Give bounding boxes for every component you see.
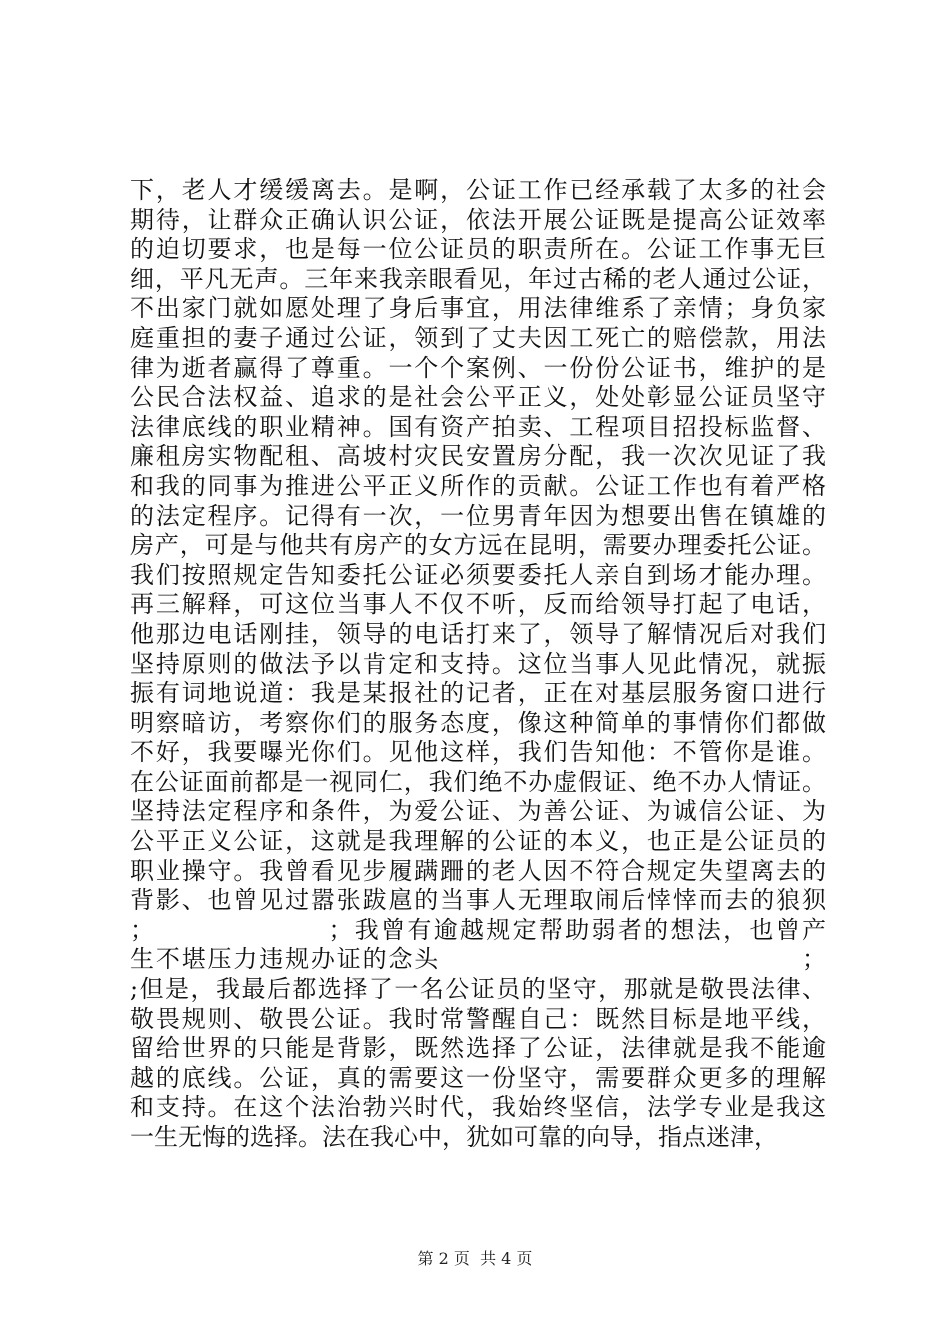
text-line: 的法定程序。记得有一次，一位男青年因为想要出售在镇雄的 bbox=[130, 501, 826, 530]
body-text bbox=[130, 176, 826, 1153]
text-line: 明察暗访，考察你们的服务态度，像这种简单的事情你们都做 bbox=[130, 708, 826, 737]
text-line: 留给世界的只能是背影，既然选择了公证，法律就是我不能逾 bbox=[130, 1034, 826, 1063]
text-line: 不出家门就如愿处理了身后事宜，用法律维系了亲情；身负家 bbox=[130, 294, 826, 323]
text-line: 他那边电话刚挂，领导的电话打来了，领导了解情况后对我们 bbox=[130, 619, 826, 648]
text-line: 敬畏规则、敬畏公证。我时常警醒自己：既然目标是地平线， bbox=[130, 1004, 826, 1033]
text-line: 的迫切要求，也是每一位公证员的职责所在。公证工作事无巨 bbox=[130, 235, 826, 264]
text-line: ;但是，我最后都选择了一名公证员的坚守，那就是敬畏法律、 bbox=[130, 975, 826, 1004]
text-line: 坚持法定程序和条件，为爱公证、为善公证、为诚信公证、为 bbox=[130, 797, 826, 826]
text-line: 公民合法权益、追求的是社会公平正义，处处彰显公证员坚守 bbox=[130, 383, 826, 412]
text-line: 庭重担的妻子通过公证，领到了丈夫因工死亡的赔偿款，用法 bbox=[130, 323, 826, 352]
text-line: 背影、也曾见过嚣张跋扈的当事人无理取闹后悻悻而去的狼狈 bbox=[130, 886, 826, 915]
text-line: 越的底线。公证，真的需要这一份坚守，需要群众更多的理解 bbox=[130, 1063, 826, 1092]
text-line: 廉租房实物配租、高坡村灾民安置房分配，我一次次见证了我 bbox=[130, 442, 826, 471]
text-line: 振有词地说道：我是某报社的记者，正在对基层服务窗口进行 bbox=[130, 679, 826, 708]
text-line: 法律底线的职业精神。国有资产拍卖、工程项目招投标监督、 bbox=[130, 412, 826, 441]
text-line: 公平正义公证，这就是我理解的公证的本义，也正是公证员的 bbox=[130, 827, 826, 856]
text-line: 坚持原则的做法予以肯定和支持。这位当事人见此情况，就振 bbox=[130, 649, 826, 678]
page-footer: 第 2 页 共 4 页 bbox=[417, 1249, 533, 1268]
text-line: 不好，我要曝光你们。见他这样，我们告知他：不管你是谁。 bbox=[130, 738, 826, 767]
text-line: 期待，让群众正确认识公证，依法开展公证既是提高公证效率 bbox=[130, 205, 826, 234]
text-line: ； ；我曾有逾越规定帮助弱者的想法，也曾产 bbox=[130, 915, 826, 944]
text-line: 再三解释，可这位当事人不仅不听，反而给领导打起了电话， bbox=[130, 590, 826, 619]
text-line: 我们按照规定告知委托公证必须要委托人亲自到场才能办理。 bbox=[130, 560, 826, 589]
text-line: 和支持。在这个法治勃兴时代，我始终坚信，法学专业是我这 bbox=[130, 1093, 826, 1122]
text-line: 在公证面前都是一视同仁，我们绝不办虚假证、绝不办人情证。 bbox=[130, 767, 826, 796]
text-line: 生不堪压力违规办证的念头 ； bbox=[130, 945, 826, 974]
text-line: 下，老人才缓缓离去。是啊，公证工作已经承载了太多的社会 bbox=[130, 176, 826, 204]
text-line: 律为逝者赢得了尊重。一个个案例、一份份公证书，维护的是 bbox=[130, 353, 826, 382]
text-line: 房产，可是与他共有房产的女方远在昆明，需要办理委托公证。 bbox=[130, 531, 826, 560]
text-line: 细，平凡无声。三年来我亲眼看见，年过古稀的老人通过公证， bbox=[130, 264, 826, 293]
text-line: 一生无悔的选择。法在我心中，犹如可靠的向导，指点迷津， bbox=[130, 1123, 778, 1151]
text-line: 和我的同事为推进公平正义所作的贡献。公证工作也有着严格 bbox=[130, 471, 826, 500]
text-line: 职业操守。我曾看见步履蹒跚的老人因不符合规定失望离去的 bbox=[130, 856, 826, 885]
